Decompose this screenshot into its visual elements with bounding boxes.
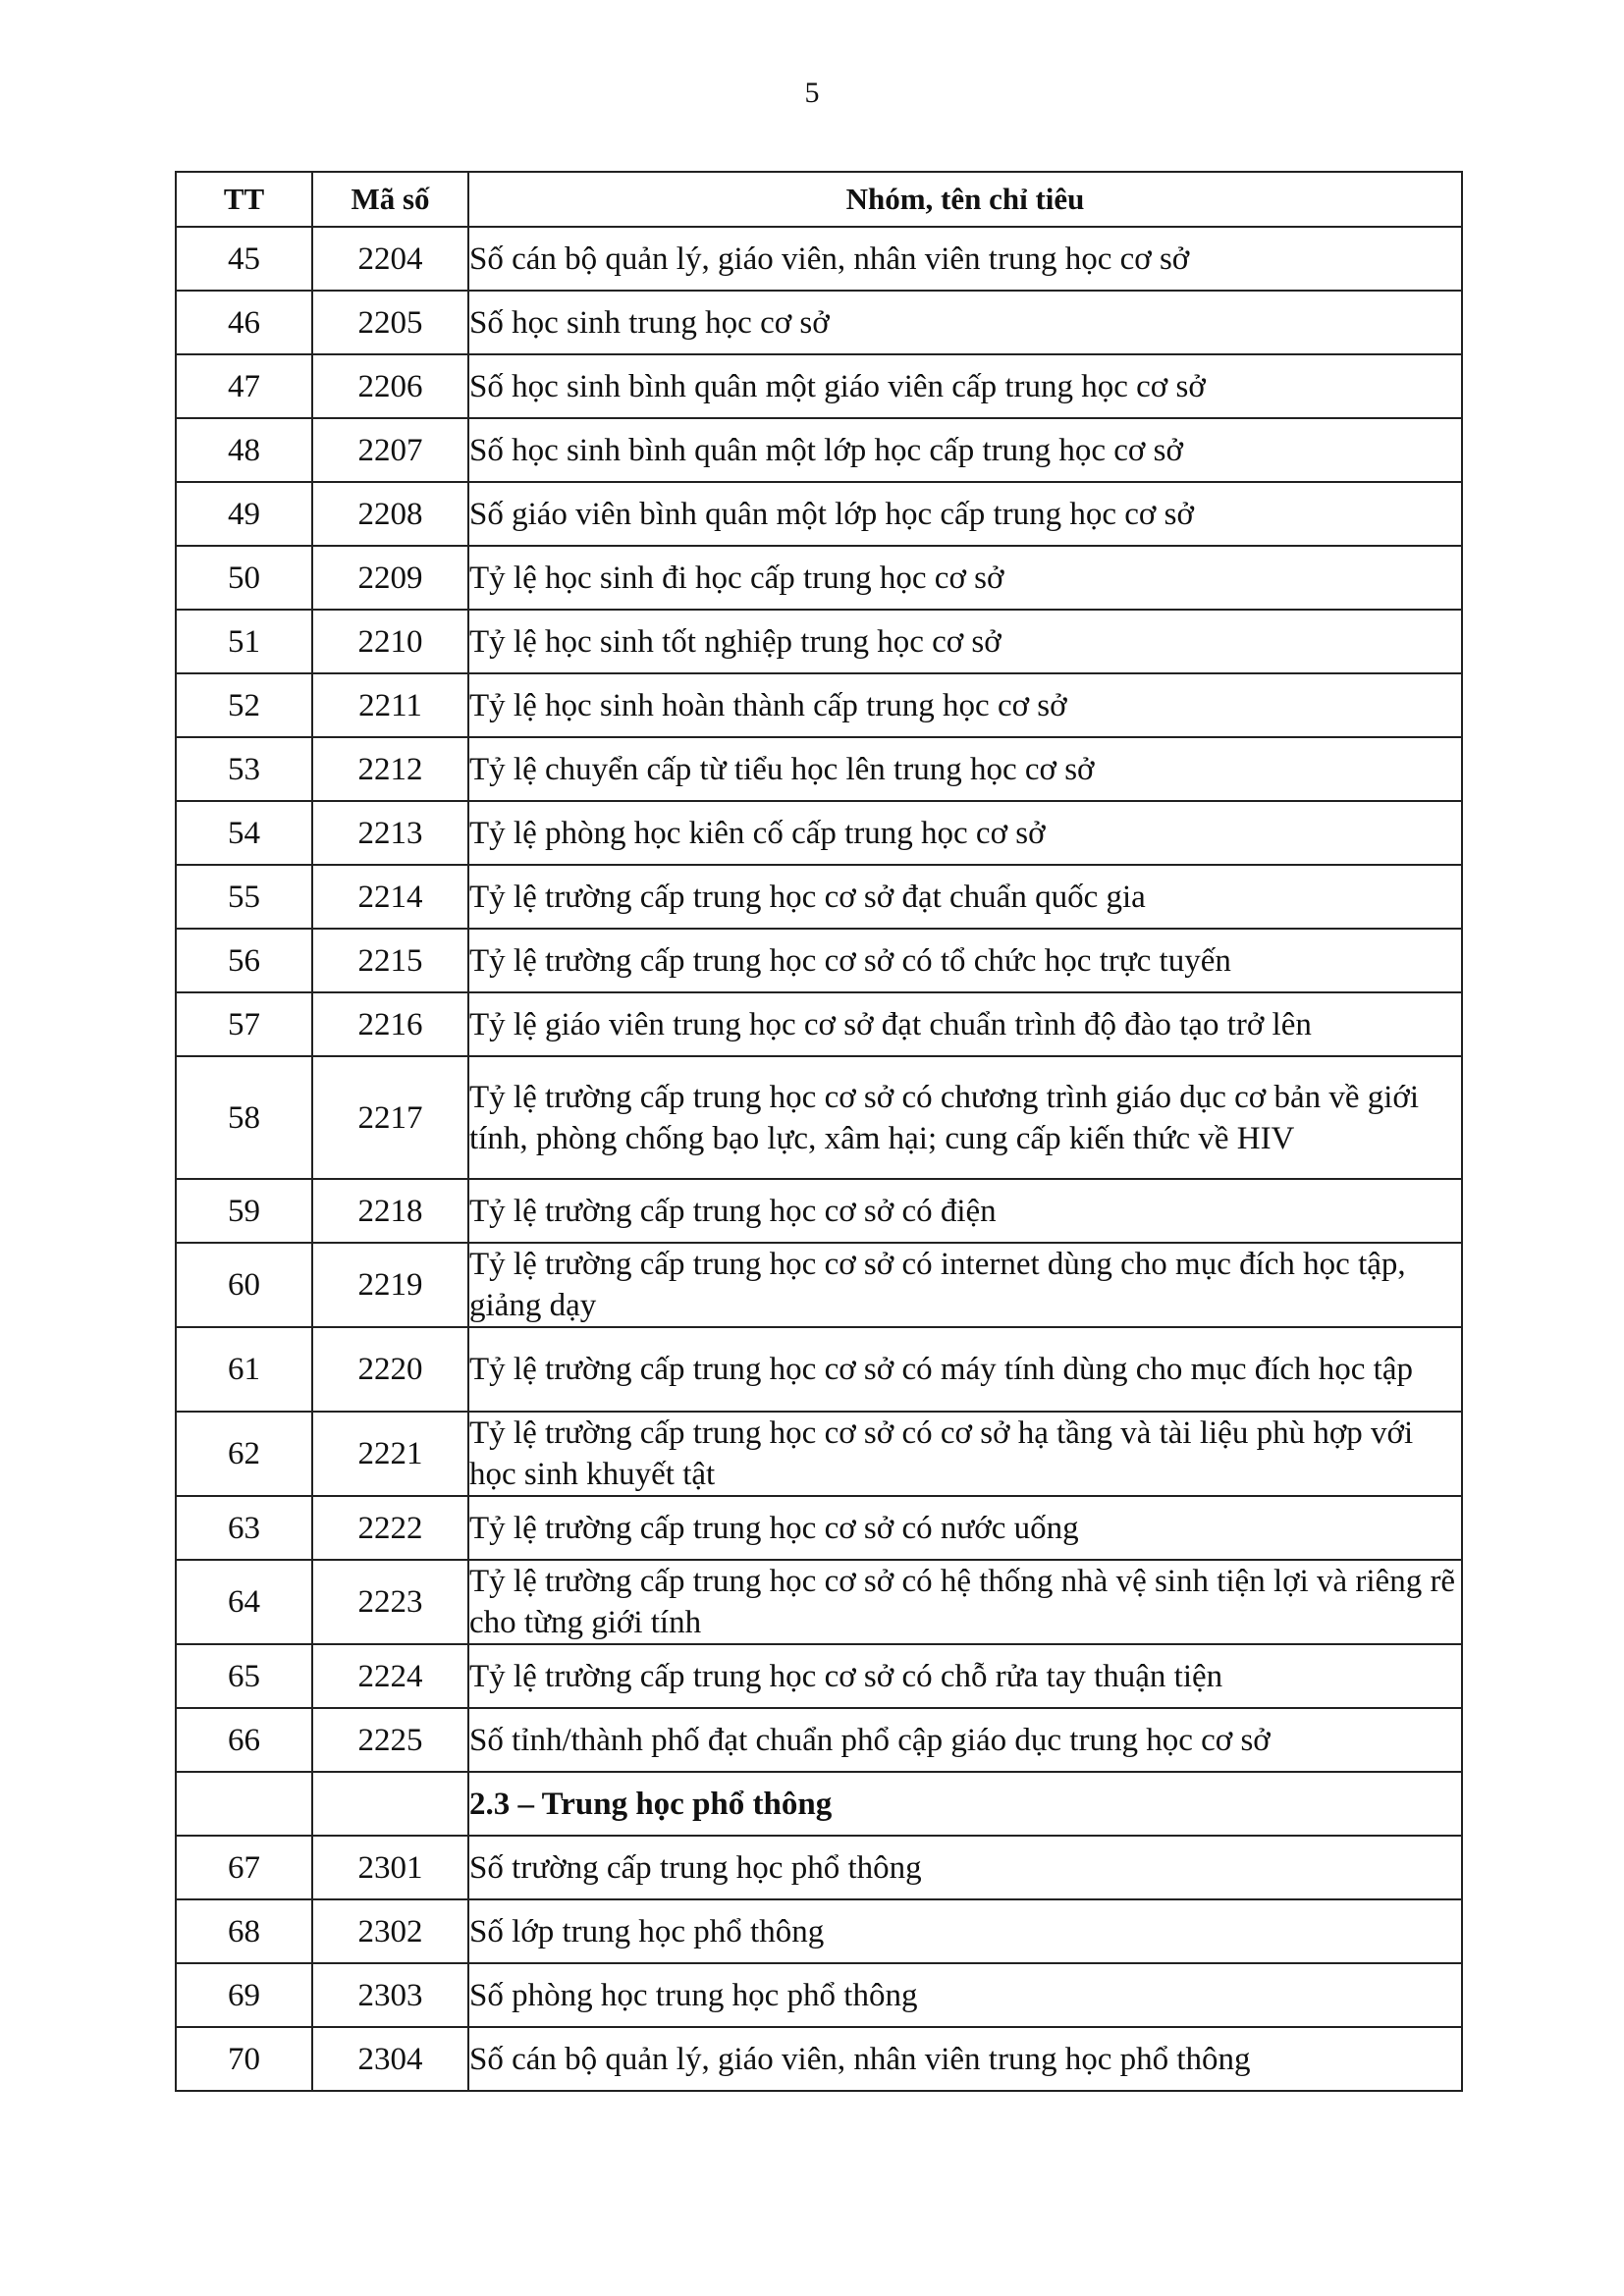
row-name: Số trường cấp trung học phổ thông bbox=[468, 1836, 1462, 1899]
row-name: Tỷ lệ học sinh hoàn thành cấp trung học cơ sở bbox=[468, 673, 1462, 737]
row-tt bbox=[176, 1772, 312, 1836]
table-row bbox=[176, 801, 1462, 865]
row-code: 2224 bbox=[312, 1644, 468, 1708]
page-number: 5 bbox=[804, 77, 820, 109]
row-tt: 52 bbox=[176, 673, 312, 737]
table-row bbox=[176, 354, 1462, 418]
row-name: Số cán bộ quản lý, giáo viên, nhân viên trung học cơ sở bbox=[468, 227, 1462, 291]
row-code: 2214 bbox=[312, 865, 468, 929]
row-tt: 45 bbox=[176, 227, 312, 291]
row-tt: 70 bbox=[176, 2027, 312, 2091]
row-tt: 55 bbox=[176, 865, 312, 929]
row-code: 2303 bbox=[312, 1963, 468, 2027]
row-name: Số phòng học trung học phổ thông bbox=[468, 1963, 1462, 2027]
row-tt: 63 bbox=[176, 1496, 312, 1560]
row-name: Tỷ lệ trường cấp trung học cơ sở có cơ sở hạ tầng và tài liệu phù hợp với học sinh khuyết tật bbox=[468, 1412, 1462, 1496]
table-row bbox=[176, 546, 1462, 610]
row-tt: 58 bbox=[176, 1056, 312, 1179]
row-code: 2218 bbox=[312, 1179, 468, 1243]
row-tt: 65 bbox=[176, 1644, 312, 1708]
row-tt: 68 bbox=[176, 1899, 312, 1963]
row-tt: 53 bbox=[176, 737, 312, 801]
table-row bbox=[176, 992, 1462, 1056]
row-code bbox=[312, 1772, 468, 1836]
table-row bbox=[176, 1963, 1462, 2027]
row-code: 2210 bbox=[312, 610, 468, 673]
row-code: 2212 bbox=[312, 737, 468, 801]
row-name: Tỷ lệ trường cấp trung học cơ sở có chỗ rửa tay thuận tiện bbox=[468, 1644, 1462, 1708]
table-row bbox=[176, 673, 1462, 737]
row-tt: 54 bbox=[176, 801, 312, 865]
row-tt: 50 bbox=[176, 546, 312, 610]
row-tt: 59 bbox=[176, 1179, 312, 1243]
row-tt: 62 bbox=[176, 1412, 312, 1496]
row-code: 2211 bbox=[312, 673, 468, 737]
table-row bbox=[176, 610, 1462, 673]
table-row bbox=[176, 1412, 1462, 1496]
row-code: 2221 bbox=[312, 1412, 468, 1496]
header-name: Nhóm, tên chỉ tiêu bbox=[468, 172, 1462, 227]
row-name: Tỷ lệ học sinh đi học cấp trung học cơ sở bbox=[468, 546, 1462, 610]
table-row bbox=[176, 418, 1462, 482]
row-code: 2225 bbox=[312, 1708, 468, 1772]
row-code: 2222 bbox=[312, 1496, 468, 1560]
table-row bbox=[176, 929, 1462, 992]
row-code: 2208 bbox=[312, 482, 468, 546]
row-code: 2219 bbox=[312, 1243, 468, 1327]
table-row bbox=[176, 1708, 1462, 1772]
row-code: 2301 bbox=[312, 1836, 468, 1899]
row-name: Tỷ lệ giáo viên trung học cơ sở đạt chuẩn trình độ đào tạo trở lên bbox=[468, 992, 1462, 1056]
row-tt: 69 bbox=[176, 1963, 312, 2027]
row-name: Tỷ lệ phòng học kiên cố cấp trung học cơ sở bbox=[468, 801, 1462, 865]
row-code: 2213 bbox=[312, 801, 468, 865]
row-name: Tỷ lệ trường cấp trung học cơ sở có nước uống bbox=[468, 1496, 1462, 1560]
row-name: Số học sinh trung học cơ sở bbox=[468, 291, 1462, 354]
row-name: Số học sinh bình quân một lớp học cấp trung học cơ sở bbox=[468, 418, 1462, 482]
section-heading: 2.3 – Trung học phổ thông bbox=[468, 1772, 1462, 1836]
row-tt: 66 bbox=[176, 1708, 312, 1772]
section-row bbox=[176, 1772, 1462, 1836]
row-name: Tỷ lệ chuyển cấp từ tiểu học lên trung học cơ sở bbox=[468, 737, 1462, 801]
table-row bbox=[176, 865, 1462, 929]
row-tt: 56 bbox=[176, 929, 312, 992]
row-tt: 67 bbox=[176, 1836, 312, 1899]
table-header-row bbox=[176, 172, 1462, 227]
row-code: 2302 bbox=[312, 1899, 468, 1963]
row-tt: 49 bbox=[176, 482, 312, 546]
row-code: 2223 bbox=[312, 1560, 468, 1644]
header-code: Mã số bbox=[312, 172, 468, 227]
row-tt: 46 bbox=[176, 291, 312, 354]
header-tt: TT bbox=[176, 172, 312, 227]
row-name: Tỷ lệ trường cấp trung học cơ sở có điện bbox=[468, 1179, 1462, 1243]
table-row bbox=[176, 1496, 1462, 1560]
row-tt: 61 bbox=[176, 1327, 312, 1412]
row-code: 2204 bbox=[312, 227, 468, 291]
row-code: 2215 bbox=[312, 929, 468, 992]
table-row bbox=[176, 1056, 1462, 1179]
indicator-table bbox=[175, 171, 1463, 2092]
row-tt: 64 bbox=[176, 1560, 312, 1644]
table-row bbox=[176, 1327, 1462, 1412]
row-name: Số tỉnh/thành phố đạt chuẩn phổ cập giáo dục trung học cơ sở bbox=[468, 1708, 1462, 1772]
row-name: Số học sinh bình quân một giáo viên cấp trung học cơ sở bbox=[468, 354, 1462, 418]
row-code: 2217 bbox=[312, 1056, 468, 1179]
table-row bbox=[176, 737, 1462, 801]
row-code: 2216 bbox=[312, 992, 468, 1056]
row-tt: 60 bbox=[176, 1243, 312, 1327]
table-row bbox=[176, 1644, 1462, 1708]
row-name: Tỷ lệ trường cấp trung học cơ sở có hệ thống nhà vệ sinh tiện lợi và riêng rẽ cho từng giới tính bbox=[468, 1560, 1462, 1644]
row-code: 2220 bbox=[312, 1327, 468, 1412]
table-row bbox=[176, 227, 1462, 291]
row-name: Số giáo viên bình quân một lớp học cấp trung học cơ sở bbox=[468, 482, 1462, 546]
row-name: Tỷ lệ trường cấp trung học cơ sở có tổ chức học trực tuyến bbox=[468, 929, 1462, 992]
row-tt: 48 bbox=[176, 418, 312, 482]
table-row bbox=[176, 2027, 1462, 2091]
row-code: 2209 bbox=[312, 546, 468, 610]
table-row bbox=[176, 291, 1462, 354]
row-name: Tỷ lệ trường cấp trung học cơ sở có máy tính dùng cho mục đích học tập bbox=[468, 1327, 1462, 1412]
row-code: 2206 bbox=[312, 354, 468, 418]
row-name: Tỷ lệ trường cấp trung học cơ sở có internet dùng cho mục đích học tập, giảng dạy bbox=[468, 1243, 1462, 1327]
table-row bbox=[176, 1179, 1462, 1243]
table-row bbox=[176, 1560, 1462, 1644]
table-row bbox=[176, 1836, 1462, 1899]
row-code: 2304 bbox=[312, 2027, 468, 2091]
row-name: Số lớp trung học phổ thông bbox=[468, 1899, 1462, 1963]
row-name: Tỷ lệ học sinh tốt nghiệp trung học cơ sở bbox=[468, 610, 1462, 673]
row-name: Tỷ lệ trường cấp trung học cơ sở đạt chuẩn quốc gia bbox=[468, 865, 1462, 929]
table-row bbox=[176, 1243, 1462, 1327]
row-name: Tỷ lệ trường cấp trung học cơ sở có chương trình giáo dục cơ bản về giới tính, phòng chống bạo lực, xâm hại; cung cấp kiến thức về HIV bbox=[468, 1056, 1462, 1179]
row-tt: 57 bbox=[176, 992, 312, 1056]
table-row bbox=[176, 1899, 1462, 1963]
row-code: 2205 bbox=[312, 291, 468, 354]
table-row bbox=[176, 482, 1462, 546]
row-tt: 51 bbox=[176, 610, 312, 673]
row-tt: 47 bbox=[176, 354, 312, 418]
row-code: 2207 bbox=[312, 418, 468, 482]
row-name: Số cán bộ quản lý, giáo viên, nhân viên trung học phổ thông bbox=[468, 2027, 1462, 2091]
